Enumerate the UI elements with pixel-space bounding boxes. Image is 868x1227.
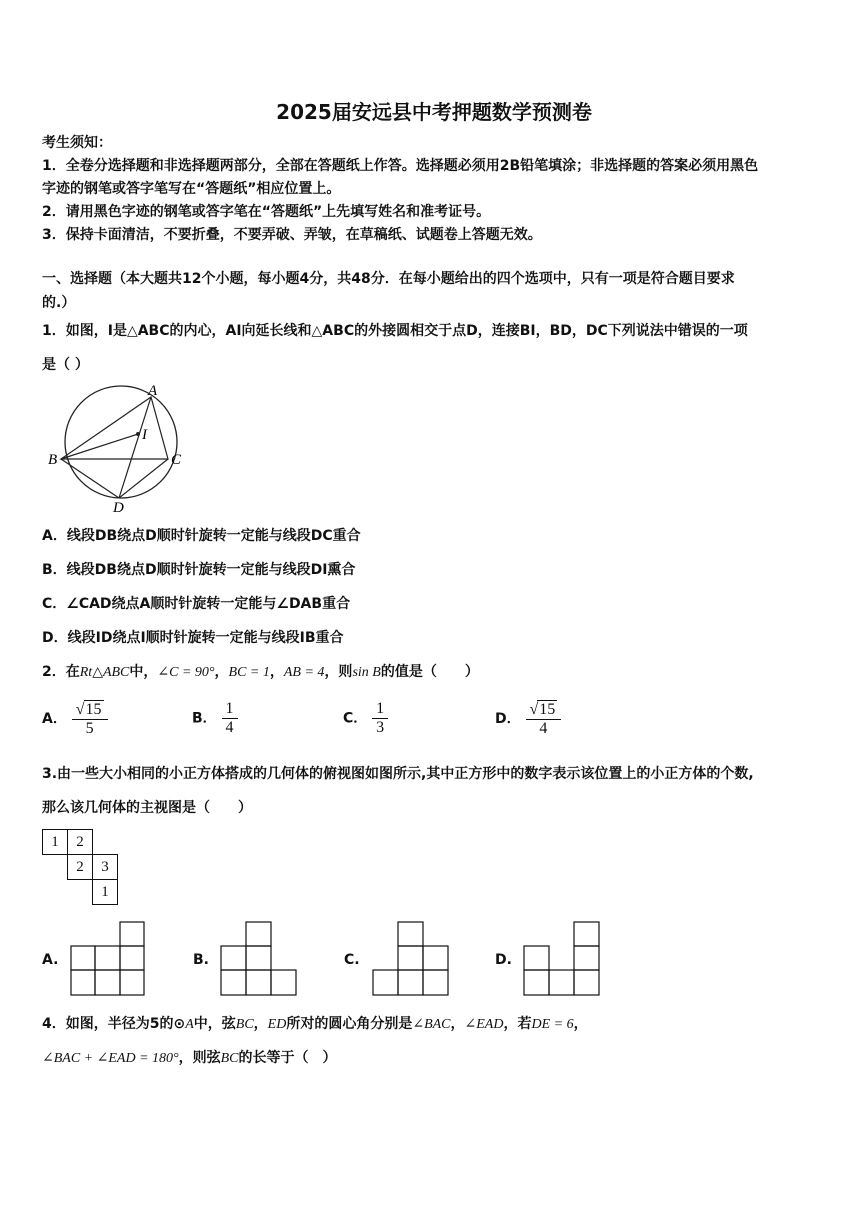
q4-stem-d: 所对的圆心角分别是 (286, 1016, 413, 1032)
q1-stem-line-2: 是（ ） (42, 357, 89, 373)
q4-stem-g: ， (573, 1016, 588, 1032)
label-b: B (48, 452, 58, 468)
q2-option-a-den: 5 (85, 720, 94, 737)
q2-option-c-label: C． (343, 710, 368, 727)
q4-stem-b: 中，弦 (193, 1016, 236, 1032)
q2-option-c[interactable] (343, 700, 388, 737)
q3-option-c-label[interactable]: C. (344, 952, 360, 968)
q3-option-c-view[interactable] (372, 921, 450, 997)
label-d: D (113, 500, 124, 514)
q2-option-d[interactable] (495, 700, 561, 738)
q4-stem-bac: ∠BAC (412, 1017, 451, 1032)
top-view-empty (93, 830, 118, 855)
q2-stem-sep2: ， (269, 664, 284, 680)
q1-option-c[interactable]: C．∠CAD绕点A顺时针旋转一定能与∠DAB重合 (42, 596, 351, 612)
notice-line-3: 3．保持卡面清洁，不要折叠，不要弄破、弄皱，在草稿纸、试题卷上答题无效。 (42, 227, 542, 243)
q2-stem-sep1: ， (214, 664, 229, 680)
line-bi (61, 434, 138, 459)
q4-stem-ed: ED (267, 1017, 287, 1032)
q3-option-a-view[interactable] (70, 921, 146, 997)
q3-stem-line-2: 那么该几何体的主视图是（ ） (42, 800, 252, 816)
q3-option-d-view[interactable] (523, 921, 601, 997)
q2-option-b-fraction (222, 700, 238, 737)
q4-stem-line-2 (42, 1047, 337, 1067)
q4-stem-bc: BC (235, 1017, 254, 1032)
q1-circle-figure (44, 382, 194, 514)
q2-stem-angle: ∠C = 90° (157, 665, 215, 680)
q2-option-a-num: 15 (85, 701, 102, 718)
q2-stem-end: 的值是（ ） (380, 664, 479, 680)
top-view-cell: 1 (43, 830, 68, 855)
q4-stem-a-italic: A (185, 1017, 194, 1032)
q2-stem-ab: AB = 4 (283, 665, 325, 680)
q2-option-d-num: 15 (539, 701, 556, 718)
top-view-cell: 2 (68, 830, 93, 855)
label-a: A (148, 383, 158, 399)
notice-line-2: 2．请用黑色字迹的钢笔或答字笔在“答题纸”上先填写姓名和准考证号。 (42, 204, 491, 220)
q2-stem-mid2: ，则 (324, 664, 353, 680)
page-title: 2025届安远县中考押题数学预测卷 (276, 100, 592, 124)
top-view-cell: 3 (93, 855, 118, 880)
q2-option-b-den: 4 (225, 719, 234, 736)
q1-option-a[interactable]: A．线段DB绕点D顺时针旋转一定能与线段DC重合 (42, 528, 361, 544)
q2-option-b-label: B． (192, 710, 217, 727)
q4-line2-bc: BC (220, 1051, 239, 1066)
q2-option-c-fraction (372, 700, 388, 737)
section-heading-line-2: 的.） (42, 295, 76, 311)
label-c: C (171, 452, 182, 468)
q4-line2-end: 的长等于（ ） (238, 1050, 337, 1066)
notice-heading: 考生须知： (42, 135, 112, 151)
q2-option-a[interactable] (42, 700, 108, 738)
q2-stem-bc: BC = 1 (228, 665, 270, 680)
line-cd (119, 459, 168, 498)
notice-line-1b: 字迹的钢笔或答字笔写在“答题纸”相应位置上。 (42, 181, 341, 197)
q2-option-d-fraction: $\frac{√15}{4}$ (526, 700, 562, 738)
line-bd (61, 459, 119, 498)
q1-option-b[interactable]: B．线段DB绕点D顺时针旋转一定能与线段DI熏合 (42, 562, 356, 578)
q2-stem-prefix: 2．在 (42, 664, 80, 680)
section-heading-line-1: 一、选择题（本大题共12个小题，每小题4分，共48分．在每小题给出的四个选项中，只有一项是符合题目要求 (42, 271, 735, 287)
q2-option-a-label: A． (42, 711, 67, 727)
top-view-empty (43, 855, 68, 880)
q2-stem-mid1: 中， (129, 664, 158, 680)
line-ad (119, 397, 151, 498)
circumcircle (65, 386, 177, 498)
q2-option-b-num: 1 (222, 700, 238, 719)
q3-top-view-grid (42, 829, 118, 905)
q4-line2-expr: ∠BAC + ∠EAD = 180° (42, 1051, 179, 1066)
q4-stem-e: ， (450, 1016, 465, 1032)
q3-option-b-view[interactable] (220, 921, 298, 997)
q2-option-b[interactable] (192, 700, 238, 737)
top-view-cell: 2 (68, 855, 93, 880)
q4-line2-mid: ，则弦 (178, 1050, 221, 1066)
q3-option-d-label[interactable]: D. (495, 952, 512, 968)
q4-stem-ead: ∠EAD (464, 1017, 504, 1032)
q2-stem-rt: Rt△ABC (79, 665, 130, 680)
notice-line-1a: 1．全卷分选择题和非选择题两部分，全部在答题纸上作答。选择题必须用2B铅笔填涂；非选择题的答案必须用黑色 (42, 158, 759, 174)
top-view-empty (43, 880, 68, 905)
q4-stem-a: 4．如图，半径为5的⊙ (42, 1016, 186, 1032)
top-view-cell: 1 (93, 880, 118, 905)
q2-option-d-label: D． (495, 711, 521, 727)
q4-stem-c: ， (253, 1016, 268, 1032)
q3-option-b-label[interactable]: B. (193, 952, 209, 968)
top-view-empty (68, 880, 93, 905)
q4-stem-de: DE = 6 (531, 1017, 574, 1032)
q4-stem-line-1 (42, 1013, 588, 1033)
q2-option-a-fraction: $\frac{√15}{5}$ (72, 700, 108, 738)
q3-option-a-label[interactable]: A. (42, 952, 59, 968)
q3-stem-line-1: 3.由一些大小相同的小正方体搭成的几何体的俯视图如图所示,其中正方形中的数字表示该位置上的小正方体的个数, (42, 766, 754, 782)
q2-option-c-num: 1 (372, 700, 388, 719)
q1-stem-line-1: 1．如图，I是△ABC的内心，AI向延长线和△ABC的外接圆相交于点D，连接BI，BD，DC下列说法中错误的一项 (42, 323, 748, 339)
q2-stem (42, 661, 479, 681)
q4-stem-f: ，若 (503, 1016, 532, 1032)
q2-option-d-den: 4 (539, 720, 548, 737)
q2-stem-sin: sin B (352, 665, 381, 680)
label-i: I (142, 427, 147, 443)
q2-option-c-den: 3 (376, 719, 385, 736)
q1-option-d[interactable]: D．线段ID绕点I顺时针旋转一定能与线段IB重合 (42, 630, 344, 646)
incenter-point (136, 432, 140, 436)
